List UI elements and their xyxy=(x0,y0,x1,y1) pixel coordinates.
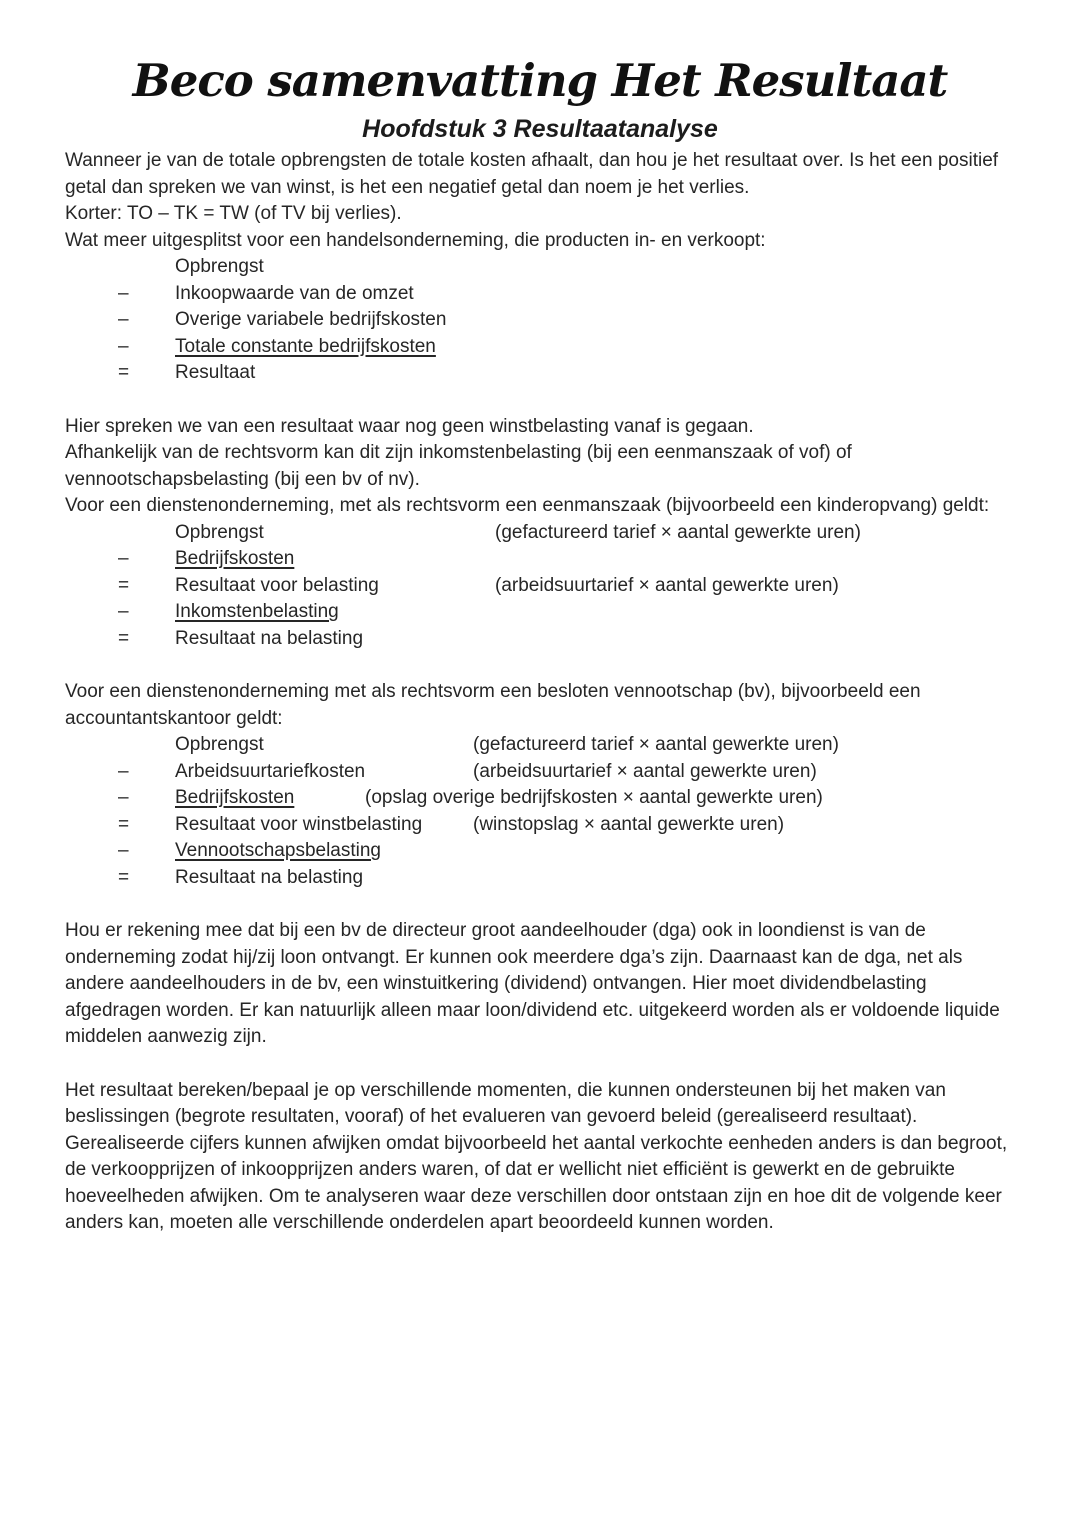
formula-label: Opbrengst xyxy=(175,734,264,755)
formula-label: Opbrengst xyxy=(175,521,264,543)
paragraph-realised-figures: Gerealiseerde cijfers kunnen afwijken omdat bijvoorbeeld het aantal verkochte eenheden anders is dan begroot, de verkoopprijzen of inkoopprijzen anders waren, of dat er wellicht niet efficiënt is gewerkt en de gebruikte hoeveelheden afwijken. Om te analyseren waar deze verschillen door ontstaan zijn en hoe dit de volgende keer anders kan, moeten alle verschillende onderdelen apart beoordeeld kunnen worden. xyxy=(65,1132,1008,1233)
paragraph-intro-trading: Wat meer uitgesplitst voor een handelsonderneming, die producten in- en verkoopt: xyxy=(65,229,766,251)
operator-sign: – xyxy=(118,840,129,861)
operator-sign: – xyxy=(118,548,129,569)
paragraph-dga-note: Hou er rekening mee dat bij een bv de directeur groot aandeelhouder (dga) ook in loondienst is van de onderneming zodat hij/zij loon ontvangt. Er kunnen ook meerdere dga’s zijn. Daarnaast kan de dga, net als andere aandeelhouders in de bv, een winstuitkering (dividend) ontvangen. Hier moet dividendbelasting afgedragen worden. Er kan natuurlijk alleen maar loon/dividend etc. uitgekeerd worden als er voldoende liquide middelen aanwezig zijn. xyxy=(65,920,1000,1047)
formula-row xyxy=(65,334,1015,361)
operator-sign: = xyxy=(118,574,130,596)
formula-row xyxy=(65,254,1015,281)
formula-row xyxy=(65,785,1015,812)
formula-note: (gefactureerd tarief × aantal gewerkte uren) xyxy=(495,521,861,543)
operator-sign: – xyxy=(118,787,129,808)
formula-list-service-bv xyxy=(65,732,1015,891)
formula-row xyxy=(65,281,1015,308)
paragraph-tax-note: Hier spreken we van een resultaat waar nog geen winstbelasting vanaf is gegaan. xyxy=(65,415,754,437)
formula-row xyxy=(65,812,1015,839)
operator-sign: – xyxy=(118,335,129,357)
formula-label: Inkomstenbelasting xyxy=(175,601,339,622)
document-body xyxy=(65,148,1015,1237)
formula-note: (arbeidsuurtarief × aantal gewerkte uren) xyxy=(495,574,839,596)
operator-sign: = xyxy=(118,813,130,835)
operator-sign: = xyxy=(118,627,130,649)
formula-row xyxy=(65,360,1015,387)
formula-label: Resultaat na belasting xyxy=(175,866,364,888)
paragraph-legal-form: Afhankelijk van de rechtsvorm kan dit zijn inkomstenbelasting (bij een eenmanszaak of vof) of vennootschapsbelasting (bij een bv of nv). xyxy=(65,442,852,490)
formula-label: Inkoopwaarde van de omzet xyxy=(175,282,414,304)
formula-row xyxy=(65,838,1015,865)
formula-row xyxy=(65,626,1015,653)
formula-label: Bedrijfskosten xyxy=(175,787,295,808)
formula-label: Bedrijfskosten xyxy=(175,548,295,569)
operator-sign: – xyxy=(118,601,129,622)
formula-row xyxy=(65,573,1015,600)
formula-row xyxy=(65,599,1015,626)
formula-row xyxy=(65,732,1015,759)
formula-label: Resultaat na belasting xyxy=(175,627,364,649)
chapter-heading: Hoofdstuk 3 Resultaatanalyse xyxy=(362,115,718,143)
paragraph-intro-formula: Korter: TO – TK = TW (of TV bij verlies). xyxy=(65,203,402,224)
operator-sign: – xyxy=(118,309,129,330)
formula-label: Resultaat xyxy=(175,362,256,383)
formula-label: Vennootschapsbelasting xyxy=(175,840,381,861)
operator-sign: = xyxy=(118,866,130,888)
formula-row xyxy=(65,307,1015,334)
formula-label: Arbeidsuurtariefkosten xyxy=(175,760,366,782)
operator-sign: – xyxy=(118,282,129,304)
formula-note: (arbeidsuurtarief × aantal gewerkte uren) xyxy=(473,760,817,782)
formula-row xyxy=(65,759,1015,786)
paragraph-service-sole-intro: Voor een dienstenonderneming, met als rechtsvorm een eenmanszaak (bijvoorbeeld een kinderopvang) geldt: xyxy=(65,495,990,516)
formula-note: (winstopslag × aantal gewerkte uren) xyxy=(473,813,785,835)
formula-label: Overige variabele bedrijfskosten xyxy=(175,309,447,330)
formula-row xyxy=(65,520,1015,547)
formula-note: (opslag overige bedrijfskosten × aantal gewerkte uren) xyxy=(365,787,823,808)
formula-label: Totale constante bedrijfskosten xyxy=(175,335,436,357)
operator-sign: – xyxy=(118,760,129,782)
formula-label: Resultaat voor belasting xyxy=(175,574,379,596)
formula-list-trading-company xyxy=(65,254,1015,387)
formula-row xyxy=(65,546,1015,573)
formula-row xyxy=(65,865,1015,892)
operator-sign: = xyxy=(118,362,130,383)
formula-label: Resultaat voor winstbelasting xyxy=(175,813,423,835)
formula-list-service-sole-proprietorship xyxy=(65,520,1015,653)
paragraph-service-bv-intro: Voor een dienstenonderneming met als rechtsvorm een besloten vennootschap (bv), bijvoorbeeld een accountantskantoor geldt: xyxy=(65,681,921,729)
document-title: Beco samenvatting Het Resultaat xyxy=(132,54,948,107)
paragraph-intro-definition: Wanneer je van de totale opbrengsten de totale kosten afhaalt, dan hou je het resultaat over. Is het een positief getal dan spreken we van winst, is het een negatief getal dan noem je het verlies. xyxy=(65,150,999,198)
formula-note: (gefactureerd tarief × aantal gewerkte uren) xyxy=(473,734,839,755)
paragraph-result-moments: Het resultaat bereken/bepaal je op verschillende momenten, die kunnen ondersteunen bij het maken van beslissingen (begrote resultaten, vooraf) of het evalueren van gevoerd beleid (gerealiseerd resultaat). xyxy=(65,1079,946,1127)
formula-label: Opbrengst xyxy=(175,256,264,277)
